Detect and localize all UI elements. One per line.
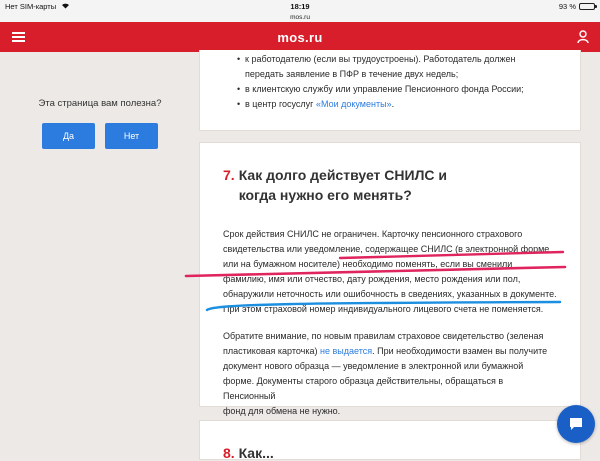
my-documents-link[interactable]: «Мои документы» [315, 99, 392, 109]
feedback-widget [20, 98, 180, 149]
submission-places-list [200, 52, 580, 112]
answer-card-7 [199, 142, 581, 416]
clock: 18:19 [290, 2, 310, 11]
answer-card-6 [199, 50, 581, 131]
feedback-question: Эта страница вам полезна? [38, 98, 162, 109]
answer-paragraph: Срок действия СНИЛС не ограничен. Карточку пенсионного страхового свидетельства или уведомление, содержащее СНИЛС (в электронной форме или на бумажном носителе) необходимо поменять, если вы сменили фамилию, имя или отчество, дату рождения, место рождения или пол, обнаружили неточность или ошибочность в сведениях, указанных в документе. При этом страховой номер индивидуального лицевого счета не поменяется. [223, 229, 557, 314]
address-bar-url: mos.ru [290, 14, 310, 21]
feedback-no-button[interactable]: Нет [105, 123, 158, 149]
question-title: 8. Как... [223, 445, 274, 461]
chat-bubble-icon [568, 416, 584, 432]
not-issued-link[interactable]: не выдается [320, 346, 373, 356]
user-icon[interactable] [577, 30, 589, 44]
site-header [0, 22, 600, 52]
feedback-yes-button[interactable]: Да [42, 123, 95, 149]
chat-button[interactable] [557, 405, 595, 443]
question-number: 8. [223, 445, 235, 461]
battery-icon [579, 3, 595, 10]
list-item: • в центр госуслуг «Мои документы». [245, 97, 558, 112]
battery-percent: 93 % [558, 2, 576, 11]
list-item: • к работодателю (если вы трудоустроены). Работодатель должен передать заявление в ПФР в течение двух недель; [245, 52, 558, 82]
carrier-label: Нет SIM-карты [5, 2, 57, 11]
answer-card-8 [199, 420, 581, 460]
address-bar[interactable] [0, 14, 600, 22]
answer-paragraph: Обратите внимание, по новым правилам страховое свидетельство (зеленая пластиковая карточка) не выдается. При необходимости взамен вы получите документ нового образца — уведомление в электронной или бумажной форме. Документы старого образца действительны, обращаться в Пенсионный фонд для обмена не нужно. [223, 331, 548, 416]
battery-indicator [559, 2, 595, 11]
list-item: • в клиентскую службу или управление Пенсионного фонда России; [245, 82, 558, 97]
question-number: 7. [223, 167, 235, 183]
question-title: 7. Как долго действует СНИЛС и когда нужно его менять? [223, 167, 447, 203]
site-logo[interactable]: mos.ru [277, 30, 323, 45]
status-bar [0, 0, 600, 14]
